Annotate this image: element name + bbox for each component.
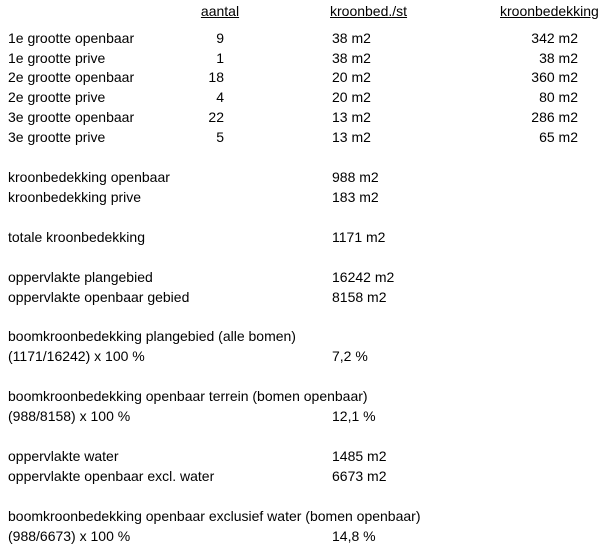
- calc-formula: (988/8158) x 100 %: [8, 408, 131, 424]
- calc-title: boomkroonbedekking openbaar terrein (bomen openbaar): [8, 388, 368, 404]
- calc-title: boomkroonbedekking openbaar exclusief water (bomen openbaar): [8, 508, 421, 524]
- row-label: 1e grootte prive: [8, 50, 106, 66]
- row-aantal: 18: [208, 69, 224, 85]
- summary-label: kroonbedekking openbaar: [8, 169, 170, 185]
- water-value: 6673 m2: [332, 468, 387, 484]
- row-label: 2e grootte openbaar: [8, 69, 135, 85]
- row-aantal: 5: [216, 129, 224, 145]
- row-per-stuk: 38 m2: [332, 30, 371, 46]
- summary-label: totale kroonbedekking: [8, 229, 145, 245]
- row-total: 286 m2: [531, 109, 578, 125]
- row-total: 360 m2: [531, 69, 578, 85]
- row-total: 65 m2: [539, 129, 578, 145]
- calc-result: 7,2 %: [332, 348, 368, 364]
- row-aantal: 9: [216, 30, 224, 46]
- calc-result: 14,8 %: [332, 528, 376, 544]
- row-label: 1e grootte openbaar: [8, 30, 135, 46]
- row-label: 2e grootte prive: [8, 89, 106, 105]
- row-per-stuk: 38 m2: [332, 50, 371, 66]
- header-kroonbed-per-stuk: kroonbed./st: [330, 3, 408, 19]
- summary-value: 183 m2: [332, 189, 379, 205]
- summary-value: 8158 m2: [332, 289, 387, 305]
- row-aantal: 1: [216, 50, 224, 66]
- row-label: 3e grootte openbaar: [8, 109, 135, 125]
- calc-title: boomkroonbedekking plangebied (alle bomen): [8, 328, 296, 344]
- water-label: oppervlakte water: [8, 448, 119, 464]
- calc-formula: (988/6673) x 100 %: [8, 528, 131, 544]
- row-total: 342 m2: [531, 30, 578, 46]
- row-total: 38 m2: [539, 50, 578, 66]
- calc-formula: (1171/16242) x 100 %: [8, 348, 145, 364]
- summary-value: 16242 m2: [332, 269, 395, 285]
- summary-label: oppervlakte plangebied: [8, 269, 153, 285]
- summary-label: kroonbedekking prive: [8, 189, 142, 205]
- summary-label: oppervlakte openbaar gebied: [8, 289, 190, 305]
- row-label: 3e grootte prive: [8, 129, 106, 145]
- row-aantal: 4: [216, 89, 224, 105]
- header-kroonbedekking: kroonbedekking: [500, 3, 599, 19]
- row-total: 80 m2: [539, 89, 578, 105]
- water-value: 1485 m2: [332, 448, 387, 464]
- water-label: oppervlakte openbaar excl. water: [8, 468, 215, 484]
- summary-value: 988 m2: [332, 169, 379, 185]
- calc-result: 12,1 %: [332, 408, 376, 424]
- row-per-stuk: 13 m2: [332, 109, 371, 125]
- row-per-stuk: 20 m2: [332, 69, 371, 85]
- header-aantal: aantal: [200, 3, 240, 19]
- row-per-stuk: 13 m2: [332, 129, 371, 145]
- row-aantal: 22: [208, 109, 224, 125]
- summary-value: 1171 m2: [332, 229, 386, 245]
- row-per-stuk: 20 m2: [332, 89, 371, 105]
